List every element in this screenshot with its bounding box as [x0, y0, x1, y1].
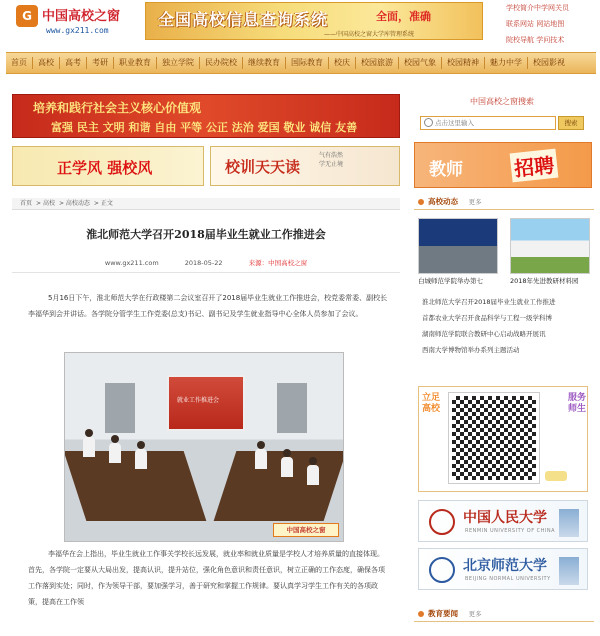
university-english: BEIJING NORMAL UNIVERSITY [465, 576, 551, 582]
university-name: 北京师范大学 [463, 558, 547, 574]
recruit-highlight: 招聘 [510, 149, 559, 183]
article-title: 淮北师范大学召开2018届毕业生就业工作推进会 [86, 228, 326, 241]
nav-item-private[interactable]: 民办院校 [200, 57, 243, 69]
wechat-qr-panel [418, 386, 588, 492]
teacher-recruit-banner[interactable] [414, 142, 592, 188]
section-title: 教育要闻 [428, 609, 458, 618]
search-input[interactable] [420, 116, 556, 130]
values-banner[interactable] [12, 94, 400, 138]
section-title: 高校动态 [428, 197, 458, 206]
wechat-logo-icon [545, 471, 567, 481]
article-paragraph: 5月16日下午，淮北师范大学在行政楼第二会议室召开了2018届毕业生就业工作推进会，校党委常委、副校长李福华到会并讲话。各学院分管学生工作党委(总支)书记、副书记及学生就业指导中心全体人员参加了会议。 [28, 294, 388, 318]
sidebar [412, 90, 598, 636]
bullet-icon [418, 199, 424, 205]
nav-item-campus-weather[interactable]: 校园气象 [399, 57, 442, 69]
site-logo[interactable] [16, 4, 134, 38]
more-link[interactable]: 更多 [468, 198, 482, 206]
news-thumbnail[interactable] [510, 218, 590, 274]
section-header-news [414, 194, 594, 210]
cabinet-shape [105, 383, 135, 433]
nav-item-high-school[interactable]: 魅力中学 [485, 57, 528, 69]
qr-right-text: 服务师生 [567, 393, 586, 414]
nav-item-home[interactable]: 首页 [6, 57, 33, 69]
university-seal-icon [429, 509, 455, 535]
top-link[interactable]: 联系网站 网站地图 [506, 20, 565, 28]
news-link[interactable]: 西南大学博物馆举办系列主题活动 [422, 346, 520, 354]
banner-subtitle: ——中国高校之窗大学库管理系统 [324, 31, 415, 38]
main-nav [6, 52, 596, 74]
nav-item-continuing[interactable]: 继续教育 [243, 57, 286, 69]
values-list: 富强 民主 文明 和谐 自由 平等 公正 法治 爱国 敬业 诚信 友善 [51, 121, 358, 134]
screen-text: 就业工作推进会 [177, 397, 220, 404]
person-shape [109, 443, 121, 463]
logo-mark-icon: G [16, 5, 38, 27]
building-icon [559, 509, 579, 537]
person-shape [281, 457, 293, 477]
thumbnail-caption[interactable]: 白城师范学院举办第七 [418, 277, 483, 285]
bullet-icon [418, 611, 424, 617]
projector-screen [167, 375, 245, 431]
divider [12, 272, 400, 273]
top-links [506, 0, 596, 48]
nav-item-postgrad[interactable]: 考研 [87, 57, 114, 69]
person-shape [83, 437, 95, 457]
breadcrumb-news[interactable]: 高校动态 [65, 200, 90, 207]
table-shape [214, 451, 344, 521]
motto-text: 校训天天读 [225, 158, 301, 176]
person-head [283, 449, 291, 457]
person-shape [307, 465, 319, 485]
banner-slogan: 全面，准确 [376, 10, 431, 23]
person-shape [135, 449, 147, 469]
article-site: www.gx211.com [104, 259, 159, 267]
news-link[interactable]: 淮北师范大学召开2018届毕业生就业工作推进 [422, 298, 556, 306]
photo-watermark: 中国高校之窗 [273, 523, 339, 537]
values-title: 培养和践行社会主义核心价值观 [33, 101, 202, 115]
cabinet-shape [277, 383, 307, 433]
breadcrumb-universities[interactable]: 高校 [42, 200, 55, 207]
breadcrumb: 首页 > 高校 > 高校动态 > 正文 [12, 198, 400, 210]
nav-item-gaokao[interactable]: 高考 [60, 57, 87, 69]
logo-url: www.gx211.com [46, 26, 109, 35]
nav-item-campus-spirit[interactable]: 校园精神 [442, 57, 485, 69]
university-banner-bnu[interactable] [418, 548, 588, 590]
query-system-banner[interactable] [145, 2, 483, 40]
news-thumbnail[interactable] [418, 218, 498, 274]
search-title: 中国高校之窗搜索 [470, 97, 534, 106]
news-link[interactable]: 首都农业大学召开食品科学与工程一级学科博 [422, 314, 552, 322]
news-list [422, 294, 594, 358]
nav-item-independent[interactable]: 独立学院 [157, 57, 200, 69]
nav-item-campus-travel[interactable]: 校园旅游 [356, 57, 399, 69]
nav-item-campus-video[interactable]: 校园影视 [533, 58, 565, 67]
breadcrumb-current: 正文 [100, 200, 113, 207]
study-style-banner[interactable] [12, 146, 204, 186]
motto-banner[interactable] [210, 146, 400, 186]
logo-title: 中国高校之窗 [42, 9, 121, 24]
person-head [309, 457, 317, 465]
more-link[interactable]: 更多 [468, 610, 482, 618]
nav-item-international[interactable]: 国际教育 [286, 57, 329, 69]
study-style-text: 正学风 强校风 [57, 159, 153, 177]
top-link[interactable]: 学校简介中学网关员 [506, 4, 569, 12]
recruit-text: 教师 [429, 160, 463, 180]
person-shape [255, 449, 267, 469]
search-button[interactable]: 搜索 [558, 116, 584, 130]
nav-item-universities[interactable]: 高校 [33, 57, 60, 69]
university-banner-ruc[interactable] [418, 500, 588, 542]
article-date: 2018-05-22 [184, 259, 223, 267]
person-head [137, 441, 145, 449]
search-icon [424, 118, 433, 127]
main-column [8, 90, 404, 636]
article-source: 来源：中国高校之窗 [248, 259, 308, 267]
person-head [257, 441, 265, 449]
university-english: RENMIN UNIVERSITY OF CHINA [465, 528, 556, 534]
person-head [85, 429, 93, 437]
article-meta [12, 258, 400, 267]
building-icon [559, 557, 579, 585]
motto-sub: 气有浩然 学无止境 [319, 152, 344, 168]
person-head [111, 435, 119, 443]
article-paragraph: 李福华在会上指出，毕业生就业工作事关学校长远发展，就业率和就业质量是学校人才培养质量的直接体现。首先，各学院一定要从大局出发，提高认识，提升站位，强化角色意识和责任意识，树立正确的工作态度，确保各项工作落到实处；同时，作为领导干部，要加强学习，善于研究和掌握工作规律。要认真学习学生工作有关的各项政策，提高在工作领 [28, 550, 385, 606]
university-seal-icon [429, 557, 455, 583]
thumbnail-caption[interactable]: 2018年先进教研材料园 [510, 277, 579, 285]
section-header-edu-news [414, 606, 594, 622]
top-link[interactable]: 院校导航 学问技术 [506, 36, 565, 44]
qr-left-text: 立足高校 [421, 393, 440, 414]
banner-title: 全国高校信息查询系统 [158, 10, 329, 29]
qr-code-icon [449, 393, 539, 483]
news-link[interactable]: 湖南师范学院联合教研中心启动战略开展讯 [422, 330, 546, 338]
nav-item-anniversary[interactable]: 校庆 [329, 57, 356, 69]
meeting-photo [64, 352, 344, 542]
university-name: 中国人民大学 [463, 510, 547, 526]
nav-item-vocational[interactable]: 职业教育 [114, 57, 157, 69]
breadcrumb-home[interactable]: 首页 [20, 200, 33, 207]
site-header [0, 0, 600, 44]
